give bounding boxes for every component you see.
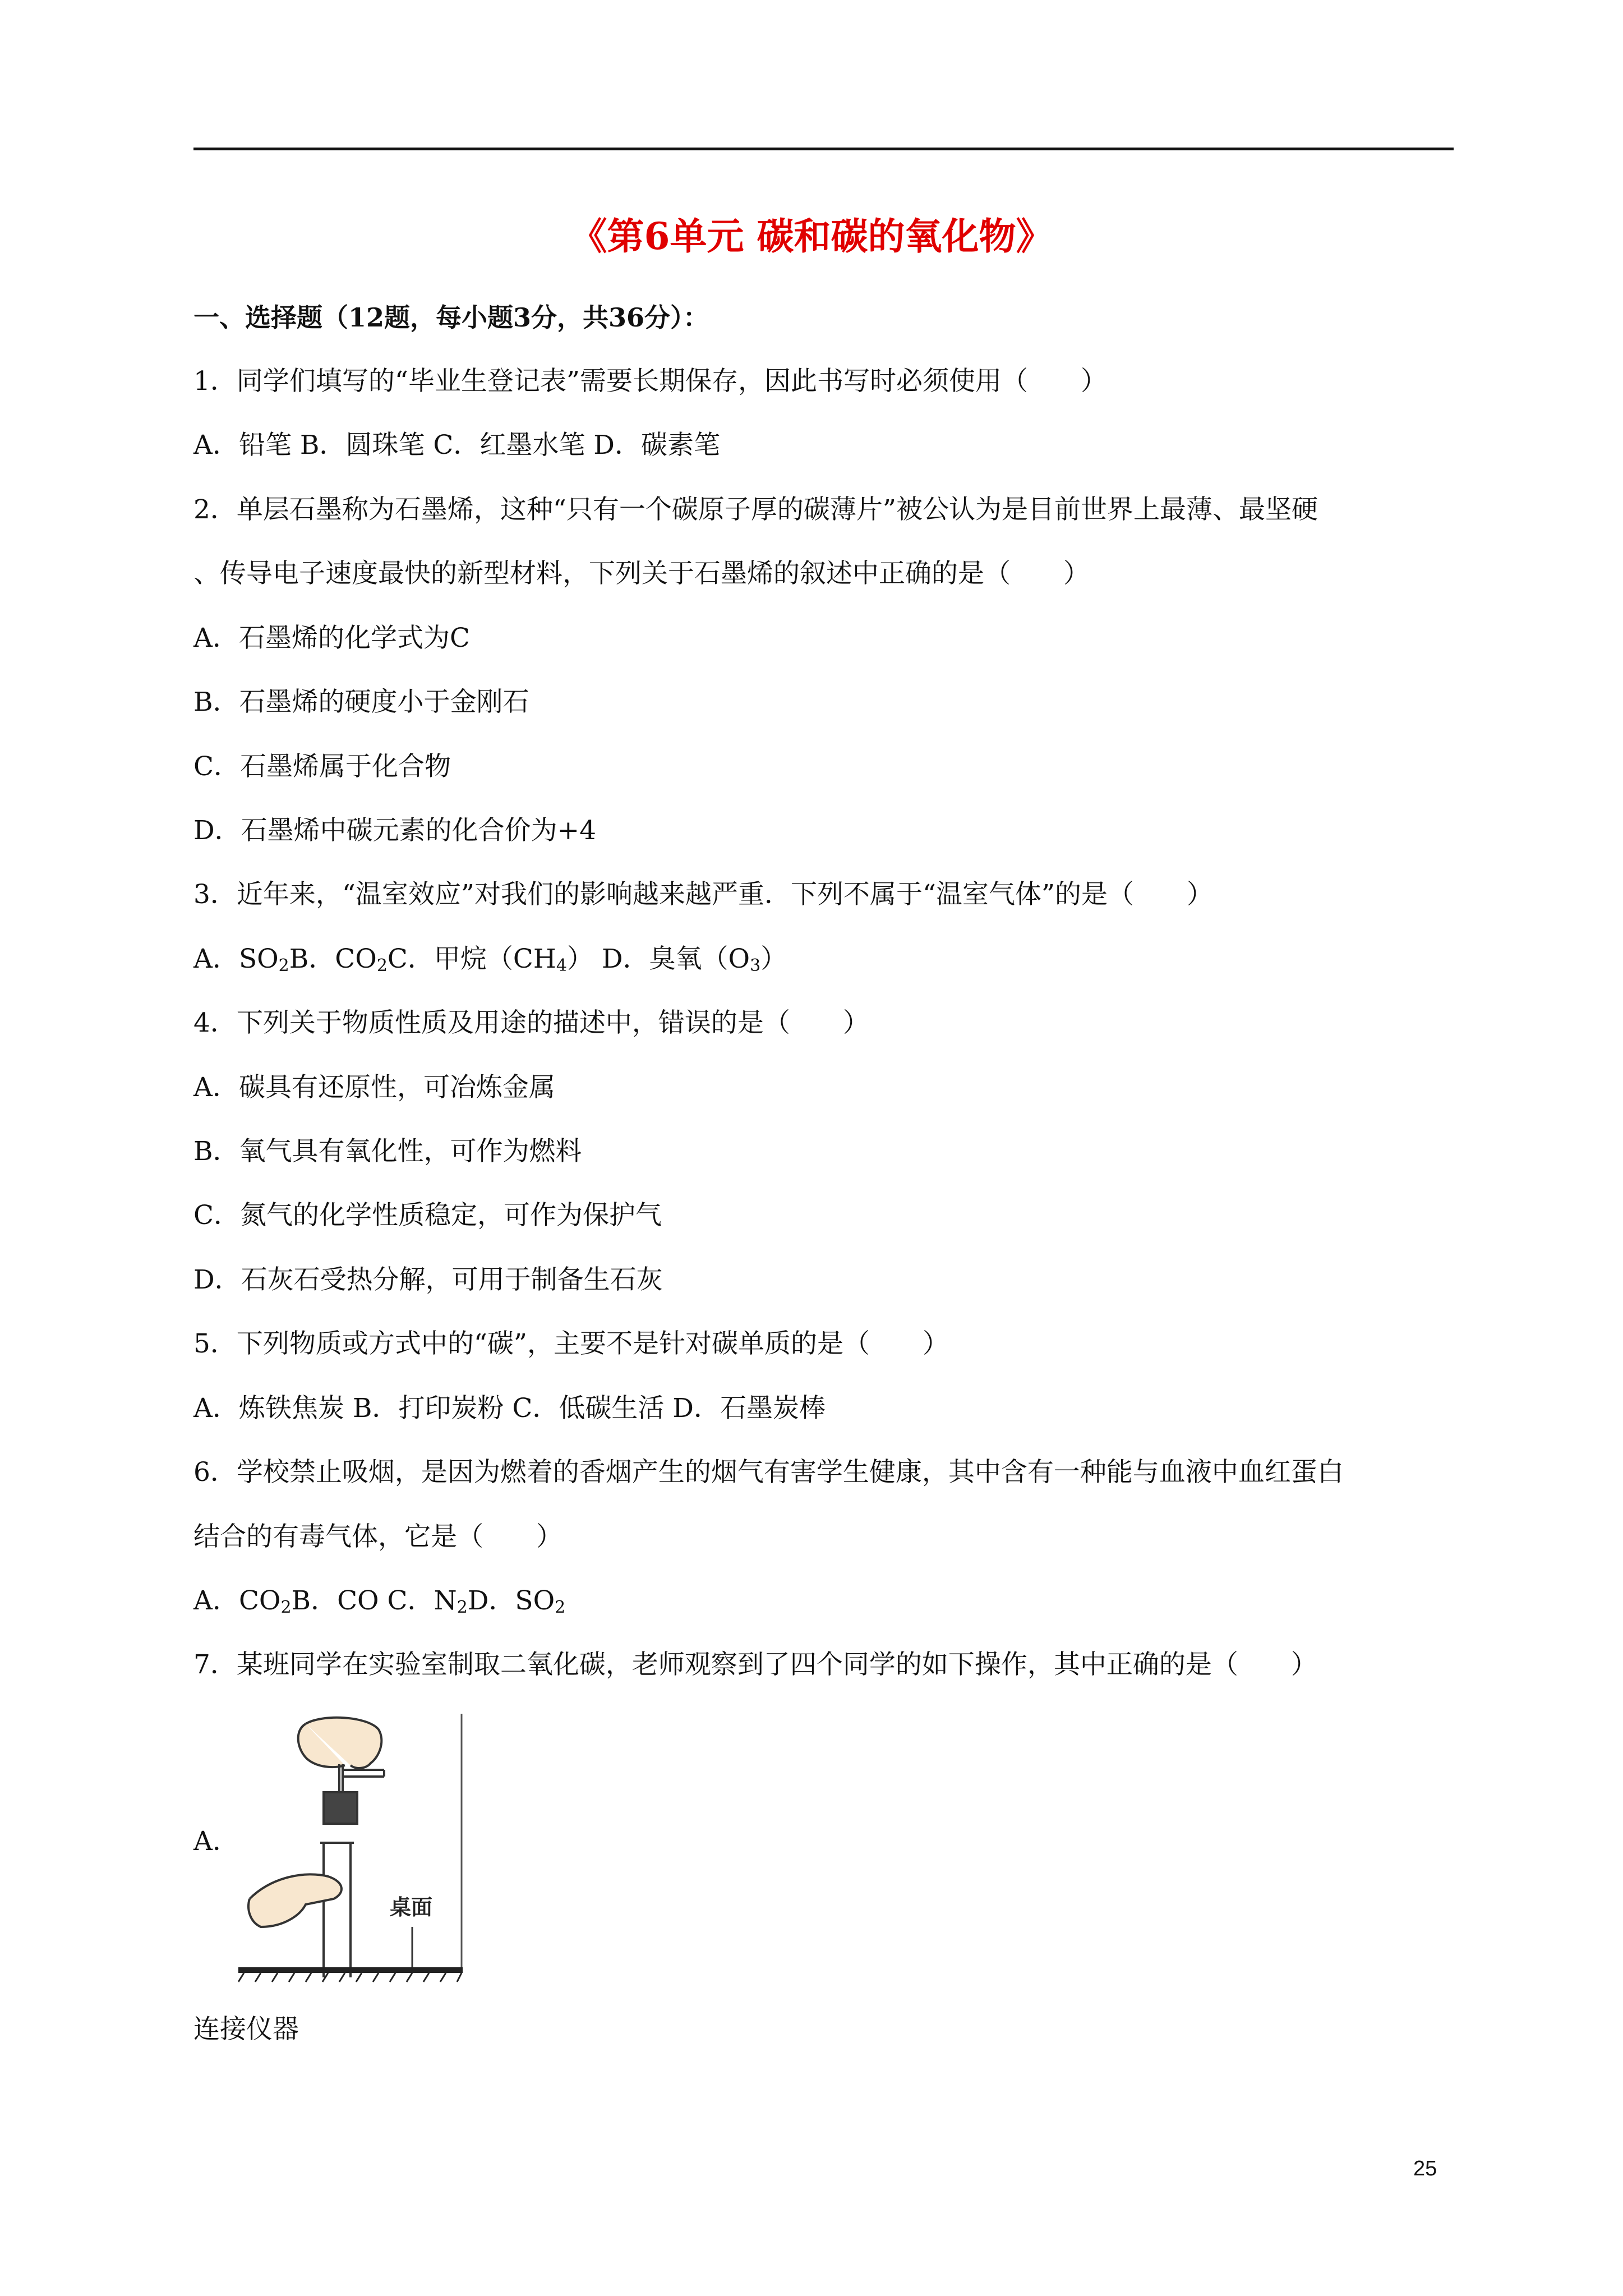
q6-option-bc: B．CO C．N [291, 1585, 457, 1616]
q3-option-d-close: ） [760, 944, 787, 974]
question-4-option-c: C．氮气的化学性质稳定，可作为保护气 [193, 1200, 662, 1231]
page-title: 《第6单元 碳和碳的氧化物》 [570, 214, 1053, 258]
q6-option-c-sub: 2 [457, 1598, 468, 1617]
question-4: 4．下列关于物质性质及用途的描述中，错误的是（ ） [193, 1007, 869, 1038]
q3-option-c: C．甲烷（CH [387, 944, 556, 974]
question-3-options [193, 938, 787, 976]
q3-option-b-sub: 2 [376, 956, 388, 976]
question-2-line-1: 2．单层石墨称为石墨烯，这种“只有一个碳原子厚的碳薄片”被公认为是目前世界上最薄、最坚硬 [193, 494, 1318, 525]
question-2-option-c: C．石墨烯属于化合物 [193, 751, 451, 782]
question-2-option-b: B．石墨烯的硬度小于金刚石 [193, 687, 529, 717]
question-1: 1．同学们填写的“毕业生登记表”需要长期保存，因此书写时必须使用（ ） [193, 366, 1107, 397]
question-7: 7．某班同学在实验室制取二氧化碳，老师观察到了四个同学的如下操作，其中正确的是（ ） [193, 1649, 1317, 1680]
question-5-options: A．炼铁焦炭 B．打印炭粉 C．低碳生活 D．石墨炭棒 [193, 1393, 826, 1424]
lab-figure-connect-instrument [238, 1714, 463, 1984]
q3-option-a: A．SO [193, 944, 279, 974]
question-4-option-b: B．氧气具有氧化性，可作为燃料 [193, 1136, 582, 1167]
desk-label: 桌面 [390, 1895, 433, 1920]
q6-option-d: D．SO [467, 1585, 555, 1616]
q6-option-a: A．CO [193, 1585, 281, 1616]
question-6-line-1: 6．学校禁止吸烟，是因为燃着的香烟产生的烟气有害学生健康，其中含有一种能与血液中血红蛋白 [193, 1457, 1344, 1488]
q3-option-c-sub: 4 [556, 956, 567, 976]
page-number: 25 [1413, 2157, 1437, 2180]
q3-option-c-close: ） [566, 944, 593, 974]
question-6-line-2: 结合的有毒气体，它是（ ） [193, 1521, 562, 1552]
question-2-option-d: D．石墨烯中碳元素的化合价为+4 [193, 815, 596, 846]
question-7-option-a-label: A． [193, 1826, 239, 1857]
q3-option-d: D．臭氧（O [601, 944, 750, 974]
q3-option-d-sub: 3 [750, 956, 761, 976]
question-1-options: A．铅笔 B．圆珠笔 C．红墨水笔 D．碳素笔 [193, 430, 720, 461]
question-3: 3．近年来，“温室效应”对我们的影响越来越严重．下列不属于“温室气体”的是（ ） [193, 879, 1214, 910]
q6-option-d-sub: 2 [555, 1598, 566, 1617]
q3-option-a-sub: 2 [278, 956, 289, 976]
header-rule [193, 148, 1454, 150]
question-4-option-d: D．石灰石受热分解，可用于制备生石灰 [193, 1264, 663, 1295]
section-heading: 一、选择题（12题，每小题3分，共36分）： [193, 302, 709, 333]
q6-option-a-sub: 2 [280, 1598, 292, 1617]
question-6-options [193, 1580, 565, 1617]
question-2-line-2: 、传导电子速度最快的新型材料，下列关于石墨烯的叙述中正确的是（ ） [193, 558, 1090, 589]
question-2-option-a: A．石墨烯的化学式为C [193, 623, 470, 654]
q3-option-b: B．CO [289, 944, 377, 974]
question-5: 5．下列物质或方式中的“碳”，主要不是针对碳单质的是（ ） [193, 1328, 949, 1359]
question-7-option-a-caption: 连接仪器 [193, 2014, 299, 2045]
question-4-option-a: A．碳具有还原性，可冶炼金属 [193, 1072, 555, 1103]
